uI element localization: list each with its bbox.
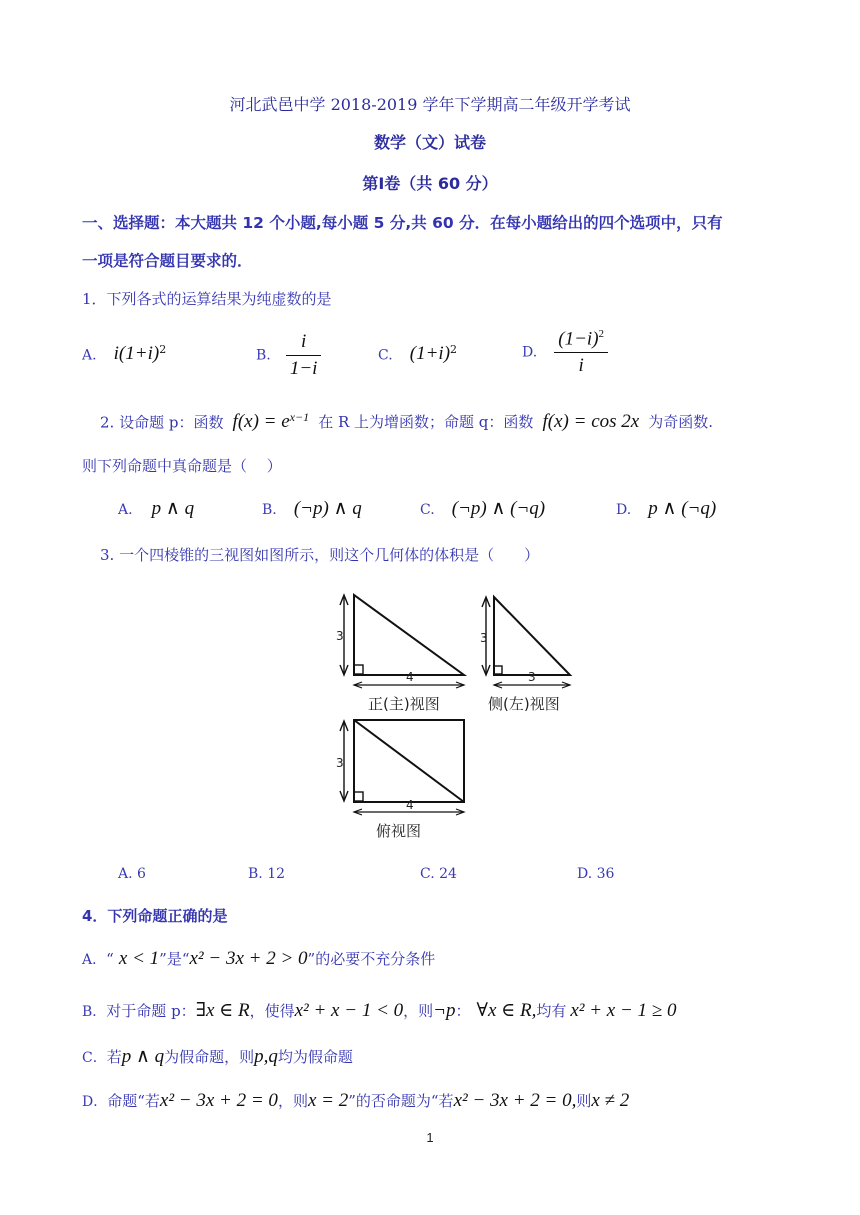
q1-option-b-label: B. <box>256 347 271 364</box>
q2-option-d <box>616 497 716 520</box>
q4-d-math4: x ≠ 2 <box>591 1090 630 1111</box>
q4-option-c <box>82 1045 353 1068</box>
section-instructions-line1: 一、选择题：本大题共 12 个小题,每小题 5 分,共 60 分．在每小题给出的四个选项中，只有 <box>82 214 723 232</box>
section-instructions-line2: 一项是符合题目要求的． <box>82 252 253 270</box>
q4-b-text2: ，使得 <box>249 1002 295 1020</box>
top-height-label: 3 <box>336 756 344 770</box>
exam-part: 第Ⅰ卷（共 60 分） <box>362 174 498 193</box>
top-width-label: 4 <box>406 798 414 812</box>
q4-c-text3: 均为假命题 <box>277 1048 353 1066</box>
q1-option-d <box>522 328 608 377</box>
q4-c-text2: 为假命题，则 <box>164 1048 255 1066</box>
page-number: 1 <box>426 1130 434 1145</box>
q4-stem: 4．下列命题正确的是 <box>82 907 228 925</box>
q2-option-a <box>118 497 194 520</box>
q4-b-math2: x² + x − 1 < 0 <box>294 1000 404 1021</box>
q4-b-text4: ： <box>455 1002 471 1020</box>
q1-option-d-numerator <box>554 328 608 353</box>
q4-b-math4: ∀x ∈ R, <box>476 1000 537 1021</box>
q3-stem: 3. 一个四棱锥的三视图如图所示，则这个几何体的体积是（ ） <box>100 546 540 564</box>
q3-option-a: A. 6 <box>118 866 146 882</box>
q4-d-text1: 命题“若 <box>107 1092 160 1110</box>
q2-suffix: 为奇函数. <box>648 413 714 432</box>
q4-a-text3: ”的必要不充分条件 <box>307 950 436 968</box>
q4-d-math2: x = 2 <box>307 1090 349 1111</box>
q1-option-a-exp: 2 <box>159 343 167 356</box>
q2-option-c <box>420 497 545 520</box>
q4-d-math3: x² − 3x + 2 = 0, <box>453 1090 577 1111</box>
side-height-label: 3 <box>480 631 488 645</box>
q1-option-d-exp: 2 <box>598 328 605 340</box>
q3-option-b: B. 12 <box>248 866 286 882</box>
front-view <box>340 595 464 688</box>
q4-a-text1: “ <box>106 950 114 968</box>
q4-c-math2: p,q <box>254 1046 278 1067</box>
side-view-caption: 侧(左)视图 <box>488 695 560 713</box>
q2-option-b-expr: (¬p) ∧ q <box>293 498 362 519</box>
q4-b-text1: 对于命题 p： <box>106 1002 196 1020</box>
q1-option-d-label: D. <box>522 344 538 361</box>
q4-a-text2: ”是“ <box>159 950 190 968</box>
q2-option-c-expr: (¬p) ∧ (¬q) <box>451 498 546 519</box>
q1-option-a <box>82 343 166 365</box>
q4-a-math2: x² − 3x + 2 > 0 <box>189 948 308 969</box>
front-view-caption: 正(主)视图 <box>368 695 440 713</box>
side-width-label: 3 <box>528 670 536 684</box>
q4-option-b <box>82 999 676 1022</box>
q4-d-text2: ，则 <box>277 1092 308 1110</box>
q2-prefix: 2. 设命题 p：函数 <box>100 413 224 432</box>
q1-option-d-fraction <box>554 328 608 377</box>
q4-b-math3: ¬p <box>433 1000 456 1021</box>
q4-a-math1: x < 1 <box>118 948 160 969</box>
q4-c-math1: p ∧ q <box>121 1046 165 1067</box>
exam-subject: 数学（文）试卷 <box>373 133 486 152</box>
q4-b-math5: x² + x − 1 ≥ 0 <box>570 1000 677 1021</box>
q4-d-math1: x² − 3x + 2 = 0 <box>159 1090 278 1111</box>
q2-option-b-label: B. <box>262 502 277 518</box>
front-height-label: 3 <box>336 629 344 643</box>
top-view-caption: 俯视图 <box>376 822 422 840</box>
q4-option-d-label: D． <box>82 1094 108 1110</box>
front-width-label: 4 <box>406 670 414 684</box>
exam-header: 河北武邑中学 2018-2019 学年下学期高二年级开学考试 <box>229 95 631 114</box>
q1-option-b-fraction <box>286 331 322 380</box>
q4-option-a <box>82 948 435 970</box>
q1-option-a-expr: i(1+i) <box>113 343 160 365</box>
top-view <box>340 720 464 815</box>
q2-func1-exp: x−1 <box>289 410 310 424</box>
q4-d-text3: ”的否命题为“若 <box>348 1092 454 1110</box>
q1-option-c-exp: 2 <box>450 343 458 356</box>
q2-func2: f(x) = cos 2x <box>542 411 640 433</box>
q4-option-a-label: A． <box>82 952 107 968</box>
q2-option-d-expr: p ∧ (¬q) <box>648 498 717 519</box>
q1-option-d-denominator: i <box>578 355 584 377</box>
three-view-figure <box>330 585 590 845</box>
q4-c-text1: 若 <box>106 1048 122 1066</box>
q4-option-c-label: C． <box>82 1050 107 1066</box>
q3-option-c: C. 24 <box>420 866 457 882</box>
q1-option-d-num-expr: (1−i) <box>558 328 599 350</box>
q2-stem-line1 <box>100 410 713 433</box>
q2-mid: 在 R 上为增函数；命题 q：函数 <box>318 413 534 432</box>
q1-stem: 1．下列各式的运算结果为纯虚数的是 <box>82 290 332 308</box>
q4-option-b-label: B． <box>82 1004 107 1020</box>
q1-option-c <box>378 343 457 365</box>
q4-b-text5: 均有 <box>536 1002 567 1020</box>
q2-option-b <box>262 497 362 520</box>
q2-func1: f(x) = e <box>232 411 290 433</box>
q1-option-b-denominator: 1−i <box>289 358 318 379</box>
q4-b-math1: ∃x ∈ R <box>195 1000 250 1021</box>
q1-option-b-numerator: i <box>286 331 322 356</box>
q2-option-a-expr: p ∧ q <box>151 498 195 519</box>
q4-option-d <box>82 1090 629 1112</box>
q1-option-c-label: C. <box>378 347 393 364</box>
q1-option-b <box>256 331 321 380</box>
q2-option-c-label: C. <box>420 502 435 518</box>
q3-option-d: D. 36 <box>577 866 615 882</box>
q2-option-a-label: A. <box>118 502 133 518</box>
q2-option-d-label: D. <box>616 502 632 518</box>
q1-option-c-expr: (1+i) <box>409 343 451 365</box>
q4-d-text4: 则 <box>576 1092 592 1110</box>
q4-b-text3: ，则 <box>403 1002 434 1020</box>
q1-option-a-label: A. <box>82 347 97 364</box>
q2-stem-line2: 则下列命题中真命题是（ ） <box>82 457 282 475</box>
side-view <box>482 597 570 688</box>
